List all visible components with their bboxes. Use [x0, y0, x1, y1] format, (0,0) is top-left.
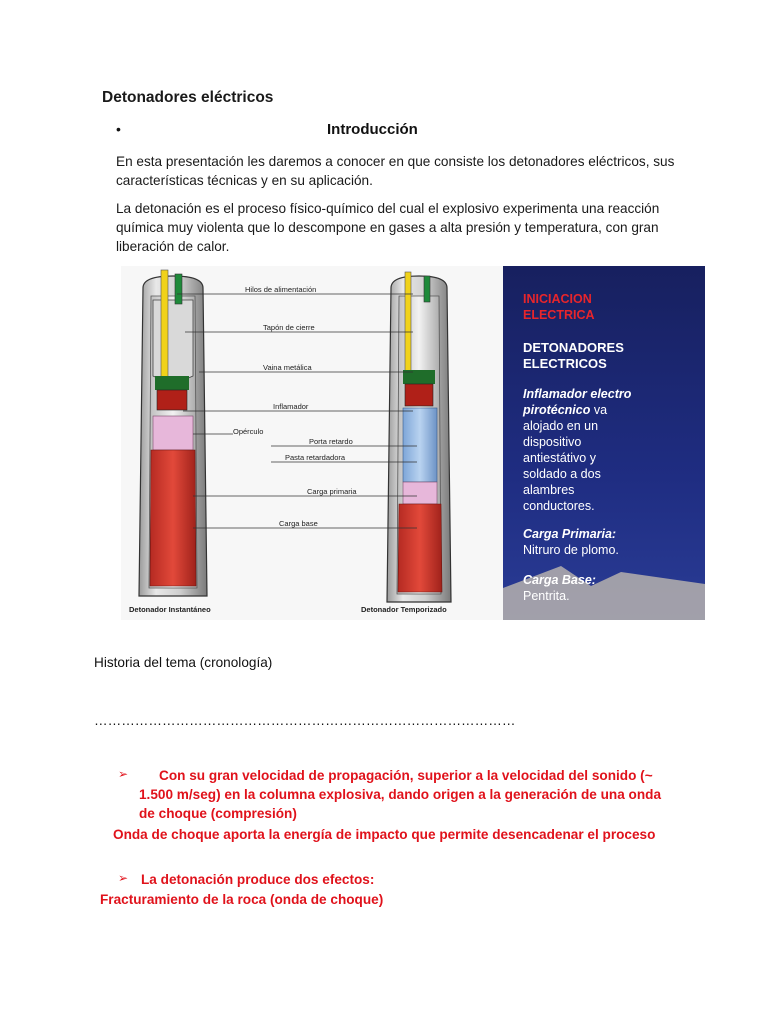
bullet-marker: • [116, 121, 121, 137]
panel-line-1b: pirotécnico [523, 403, 591, 417]
detonator-diagram [121, 266, 705, 620]
panel-heading-4: ELECTRICOS [523, 356, 607, 371]
label-hilos: Hilos de alimentación [245, 285, 317, 294]
panel-line-10: Carga Base: [523, 573, 596, 587]
panel-line-5: soldado a dos [523, 467, 601, 481]
panel-line-3: dispositivo [523, 435, 582, 449]
dotted-leader: ………………………………………………………………………………… [94, 713, 516, 728]
label-base: Carga base [279, 519, 318, 528]
panel-line-4: antiestátivo y [523, 451, 596, 465]
instant-detonator-drawing [139, 270, 207, 596]
label-opercuto: Opérculo [233, 427, 264, 436]
history-heading: Historia del tema (cronología) [94, 655, 273, 670]
panel-line-9: Nitruro de plomo. [523, 543, 619, 557]
list-item-velocidad [139, 766, 679, 823]
label-primaria: Carga primaria [307, 487, 357, 496]
detonator-figure [121, 266, 705, 620]
effect-fracturamiento: Fracturamiento de la roca (onda de choque) [100, 892, 384, 907]
label-tapon: Tapón de cierre [263, 323, 315, 332]
panel-line-1a: Inflamador electro [523, 387, 632, 401]
intro-paragraph: En esta presentación les daremos a conocer en que consiste los detonadores eléctricos, sus características técnicas y en su aplicación. [116, 154, 675, 188]
panel-line-1 [522, 403, 607, 417]
delay-detonator-drawing [387, 272, 451, 602]
panel-head-1: INICIACION [523, 292, 592, 306]
panel-heading-3: DETONADORES [523, 340, 624, 355]
label-pasta: Pasta retardadora [285, 453, 346, 462]
panel-line-8: Carga Primaria: [523, 527, 617, 541]
panel-line-11: Pentrita. [523, 589, 570, 603]
panel-line-6: alambres [523, 483, 575, 497]
document-title: Detonadores eléctricos [102, 89, 274, 106]
caption-temporizado: Detonador Temporizado [361, 605, 447, 614]
label-inflamador: Inflamador [273, 402, 309, 411]
list-item-velocidad-text: Con su gran velocidad de propagación, superior a la velocidad del sonido (~ 1.500 m/seg) en la columna explosiva, dando origen a la generación de una onda de choque (compresión) [139, 768, 661, 821]
label-porta: Porta retardo [309, 437, 353, 446]
arrow-bullet-icon: ➢ [118, 767, 129, 781]
caption-instantaneo: Detonador Instantáneo [129, 605, 211, 614]
definition-paragraph: La detonación es el proceso físico-químico del cual el explosivo experimenta una reacción química muy violenta que lo descompone en gases a alta presión y temperatura, con gran liberación de calor. [116, 201, 660, 254]
panel-line-7: conductores. [523, 499, 595, 513]
panel-line-2: alojado en un [523, 419, 599, 433]
info-panel [503, 266, 705, 620]
section-heading: Introducción [327, 121, 418, 138]
label-vaina: Vaina metálica [263, 363, 312, 372]
panel-head-2: ELECTRICA [523, 308, 595, 322]
panel-line-1c: va [590, 403, 608, 417]
arrow-bullet-icon-2: ➢ [118, 871, 129, 885]
shockwave-statement: Onda de choque aporta la energía de impacto que permite desencadenar el proceso [113, 827, 656, 842]
list-item-efectos: La detonación produce dos efectos: [141, 872, 375, 887]
